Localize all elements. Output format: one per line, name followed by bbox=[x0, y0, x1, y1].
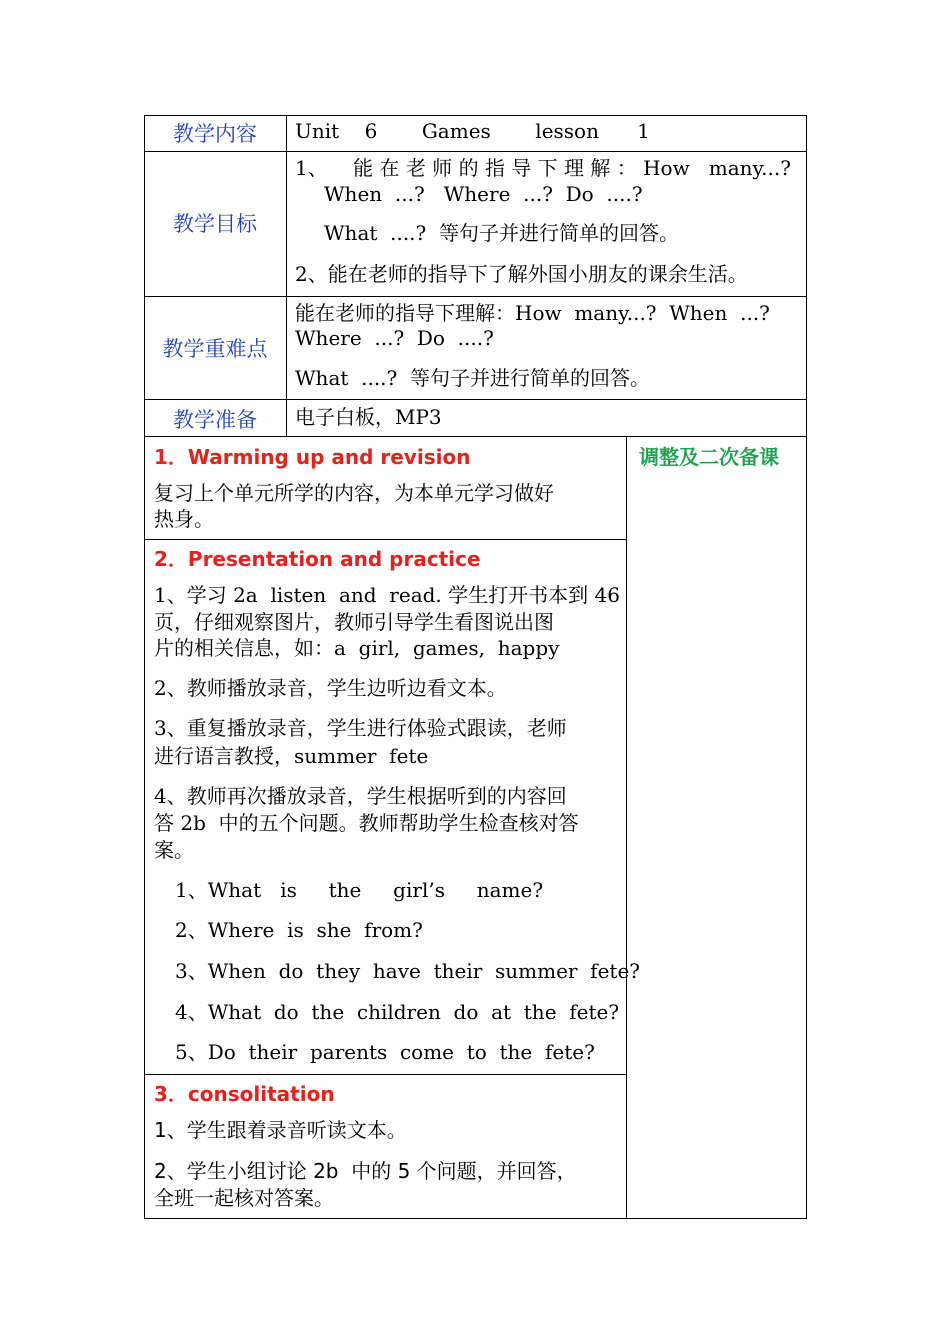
warmup-body-line1: 复习上个单元所学的内容，为本单元学习做好 bbox=[154, 481, 554, 505]
side-column-title: 调整及二次备课 bbox=[639, 445, 779, 469]
preparation-label: 教学准备 bbox=[173, 408, 257, 432]
table-border-top bbox=[144, 115, 807, 116]
preparation-value: 电子白板，MP3 bbox=[295, 405, 442, 429]
presentation-p3-line1: 3、重复播放录音，学生进行体验式跟读，老师 bbox=[154, 716, 567, 740]
presentation-p4-line1: 4、教师再次播放录音，学生根据听到的内容回 bbox=[154, 784, 567, 808]
objectives-item1-line2: When ...? Where ...? Do ....? bbox=[324, 182, 643, 206]
consolidation-p1: 1、学生跟着录音听读文本。 bbox=[154, 1118, 407, 1142]
question-5: 5、Do their parents come to the fete? bbox=[175, 1040, 595, 1064]
table-border-left bbox=[144, 115, 145, 1219]
presentation-p2: 2、教师播放录音，学生边听边看文本。 bbox=[154, 676, 507, 700]
presentation-p3-line2: 进行语言教授，summer fete bbox=[154, 744, 429, 768]
presentation-p4-line3: 案。 bbox=[154, 838, 194, 862]
question-2: 2、Where is she from? bbox=[175, 918, 423, 942]
key-points-label: 教学重难点 bbox=[162, 337, 268, 361]
objectives-label: 教学目标 bbox=[173, 212, 257, 236]
question-1: 1、What is the girl’s name? bbox=[175, 878, 544, 902]
presentation-p1-line2: 页，仔细观察图片，教师引导学生看图说出图 bbox=[154, 610, 554, 634]
label-column-divider bbox=[286, 115, 287, 437]
row-divider-3 bbox=[144, 399, 807, 400]
key-points-line3: What ....? 等句子并进行简单的回答。 bbox=[295, 366, 650, 390]
side-column-divider bbox=[626, 436, 627, 1219]
section-divider-1 bbox=[144, 539, 626, 540]
row-divider-1 bbox=[144, 151, 807, 152]
warmup-title: 1．Warming up and revision bbox=[154, 445, 471, 469]
key-points-line1: 能在老师的指导下理解：How many...? When ...? bbox=[295, 301, 770, 325]
presentation-p4-line2: 答 2b 中的五个问题。教师帮助学生检查核对答 bbox=[154, 811, 579, 835]
objectives-item1-line1: 1、 能 在 老 师 的 指 导 下 理 解 ： How many...? bbox=[295, 156, 791, 180]
objectives-item1-line3: What ....? 等句子并进行简单的回答。 bbox=[324, 221, 679, 245]
content-value: Unit 6 Games lesson 1 bbox=[295, 119, 650, 143]
key-points-line2: Where ...? Do ....? bbox=[295, 326, 494, 350]
table-border-right bbox=[806, 115, 807, 1219]
question-3: 3、When do they have their summer fete? bbox=[175, 959, 641, 983]
consolidation-p2-line2: 全班一起核对答案。 bbox=[154, 1186, 334, 1210]
row-divider-2 bbox=[144, 296, 807, 297]
objectives-item2: 2、能在老师的指导下了解外国小朋友的课余生活。 bbox=[295, 262, 748, 286]
section-divider-2 bbox=[144, 1074, 626, 1075]
content-label: 教学内容 bbox=[173, 122, 257, 146]
question-4: 4、What do the children do at the fete? bbox=[175, 1000, 620, 1024]
table-border-bottom bbox=[144, 1218, 807, 1219]
presentation-p1-line1: 1、学习 2a listen and read. 学生打开书本到 46 bbox=[154, 583, 620, 607]
consolidation-title: 3．consolitation bbox=[154, 1082, 335, 1106]
presentation-p1-line3: 片的相关信息，如：a girl, games, happy bbox=[154, 636, 560, 660]
row-divider-4 bbox=[144, 436, 807, 437]
presentation-title: 2．Presentation and practice bbox=[154, 547, 481, 571]
consolidation-p2-line1: 2、学生小组讨论 2b 中的 5 个问题，并回答， bbox=[154, 1159, 577, 1183]
warmup-body-line2: 热身。 bbox=[154, 507, 214, 531]
